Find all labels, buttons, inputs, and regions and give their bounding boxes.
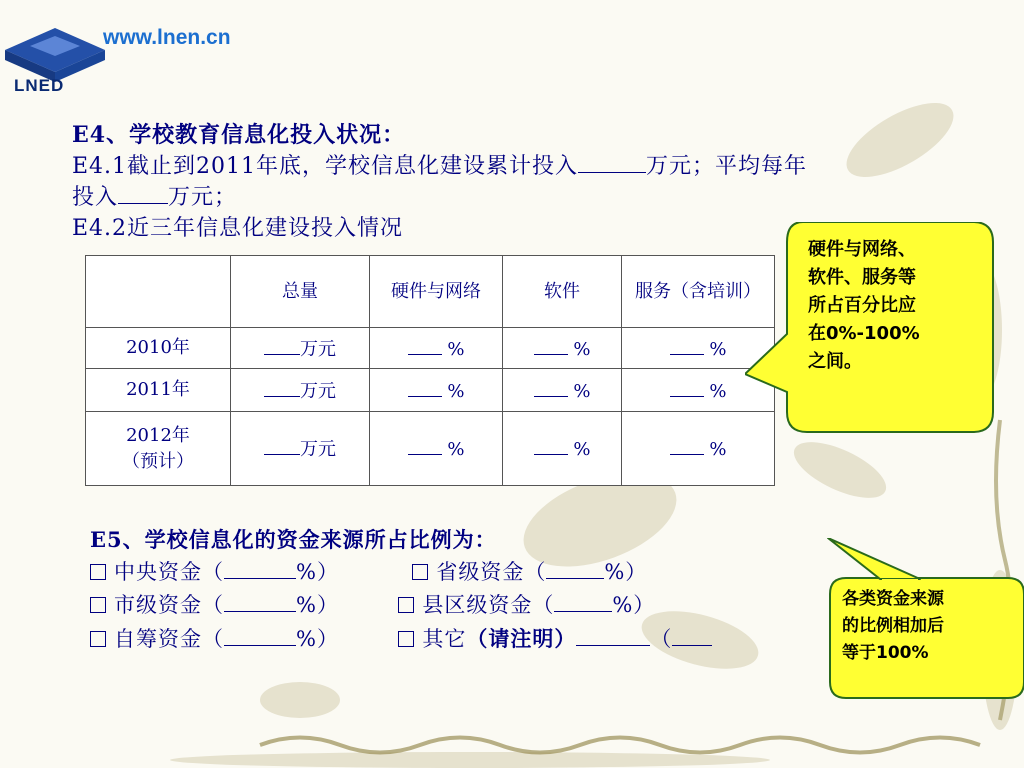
callout-2-text — [842, 586, 944, 667]
city-fund-checkbox[interactable] — [90, 597, 106, 613]
table-header-cell — [86, 256, 231, 328]
year-cell: 2012年 （预计） — [86, 412, 231, 486]
county-fund-checkbox[interactable] — [398, 597, 414, 613]
e5-row-2: 市级资金（ %） 县区级资金（ %） — [90, 589, 712, 622]
hardware-cell[interactable]: % — [370, 369, 503, 412]
callout-2-line: 的比例相加后 — [842, 616, 944, 636]
table-header-cell: 服务（含培训） — [622, 256, 775, 328]
other-fund-label: 其它 — [422, 627, 467, 651]
table-header-cell: 总量 — [231, 256, 370, 328]
city-fund-label: 市级资金（ — [114, 593, 224, 617]
service-cell[interactable]: % — [622, 412, 775, 486]
e4-line3: E4.2近三年信息化建设投入情况 — [72, 216, 404, 241]
provincial-fund-blank[interactable] — [546, 558, 604, 579]
self-fund-blank[interactable] — [224, 625, 296, 646]
county-fund-label: 县区级资金（ — [422, 593, 555, 617]
table-header-cell: 硬件与网络 — [370, 256, 503, 328]
provincial-fund-checkbox[interactable] — [412, 564, 428, 580]
total-investment-blank[interactable] — [578, 152, 646, 173]
table-header-row — [86, 256, 775, 328]
table-row — [86, 328, 775, 369]
provincial-fund-label: 省级资金（ — [436, 560, 547, 584]
callout-1-line: 硬件与网络、 — [808, 239, 916, 260]
other-fund-checkbox[interactable] — [398, 631, 414, 647]
other-fund-note: （请注明） — [466, 626, 577, 651]
other-fund-pct-blank[interactable] — [672, 625, 712, 646]
hardware-cell[interactable]: % — [370, 328, 503, 369]
year-cell: 2010年 — [86, 328, 231, 369]
callout-1-line: 在0%-100% — [808, 323, 920, 344]
site-url[interactable]: www.lnen.cn — [103, 26, 231, 49]
callout-2-line: 等于100% — [842, 643, 929, 663]
callout-1-line: 所占百分比应 — [808, 295, 916, 316]
e5-row-3: 自筹资金（ %） 其它（请注明） （ — [90, 622, 712, 656]
e4-line2-prefix: 投入 — [72, 185, 119, 210]
callout-1-line: 之间。 — [808, 351, 862, 372]
total-cell[interactable]: 万元 — [231, 412, 370, 486]
central-fund-label: 中央资金（ — [114, 560, 224, 584]
total-cell[interactable]: 万元 — [231, 328, 370, 369]
e4-line2-suffix: 万元； — [168, 185, 238, 210]
software-cell[interactable]: % — [503, 369, 622, 412]
table-row — [86, 369, 775, 412]
callout-2-line: 各类资金来源 — [842, 589, 944, 609]
hardware-cell[interactable]: % — [370, 412, 503, 486]
service-cell[interactable]: % — [622, 369, 775, 412]
county-fund-blank[interactable] — [554, 591, 612, 612]
software-cell[interactable]: % — [503, 412, 622, 486]
e4-line1-prefix: E4.1截止到2011年底，学校信息化建设累计投入 — [72, 154, 579, 179]
e4-line1-suffix: 万元；平均每年 — [646, 154, 808, 179]
e5-row-1: 中央资金（ %） 省级资金（ %） — [90, 556, 712, 589]
e4-line1 — [72, 151, 952, 182]
city-fund-blank[interactable] — [224, 591, 296, 612]
year-cell: 2011年 — [86, 369, 231, 412]
e4-title: E4、学校教育信息化投入状况： — [72, 122, 406, 148]
annual-investment-blank[interactable] — [118, 183, 168, 204]
callout-1-text — [808, 236, 920, 376]
e5-section — [90, 523, 712, 656]
table-row — [86, 412, 775, 486]
central-fund-checkbox[interactable] — [90, 564, 106, 580]
total-cell[interactable]: 万元 — [231, 369, 370, 412]
table-header-cell: 软件 — [503, 256, 622, 328]
central-fund-blank[interactable] — [224, 558, 296, 579]
e5-title: E5、学校信息化的资金来源所占比例为： — [90, 527, 497, 552]
other-fund-name-blank[interactable] — [576, 625, 650, 646]
software-cell[interactable]: % — [503, 328, 622, 369]
self-fund-label: 自筹资金（ — [114, 627, 224, 651]
callout-1-line: 软件、服务等 — [808, 267, 916, 288]
e4-line2 — [72, 182, 952, 213]
self-fund-checkbox[interactable] — [90, 631, 106, 647]
investment-table — [85, 255, 775, 486]
logo-text: LNED — [14, 76, 65, 95]
service-cell[interactable]: % — [622, 328, 775, 369]
